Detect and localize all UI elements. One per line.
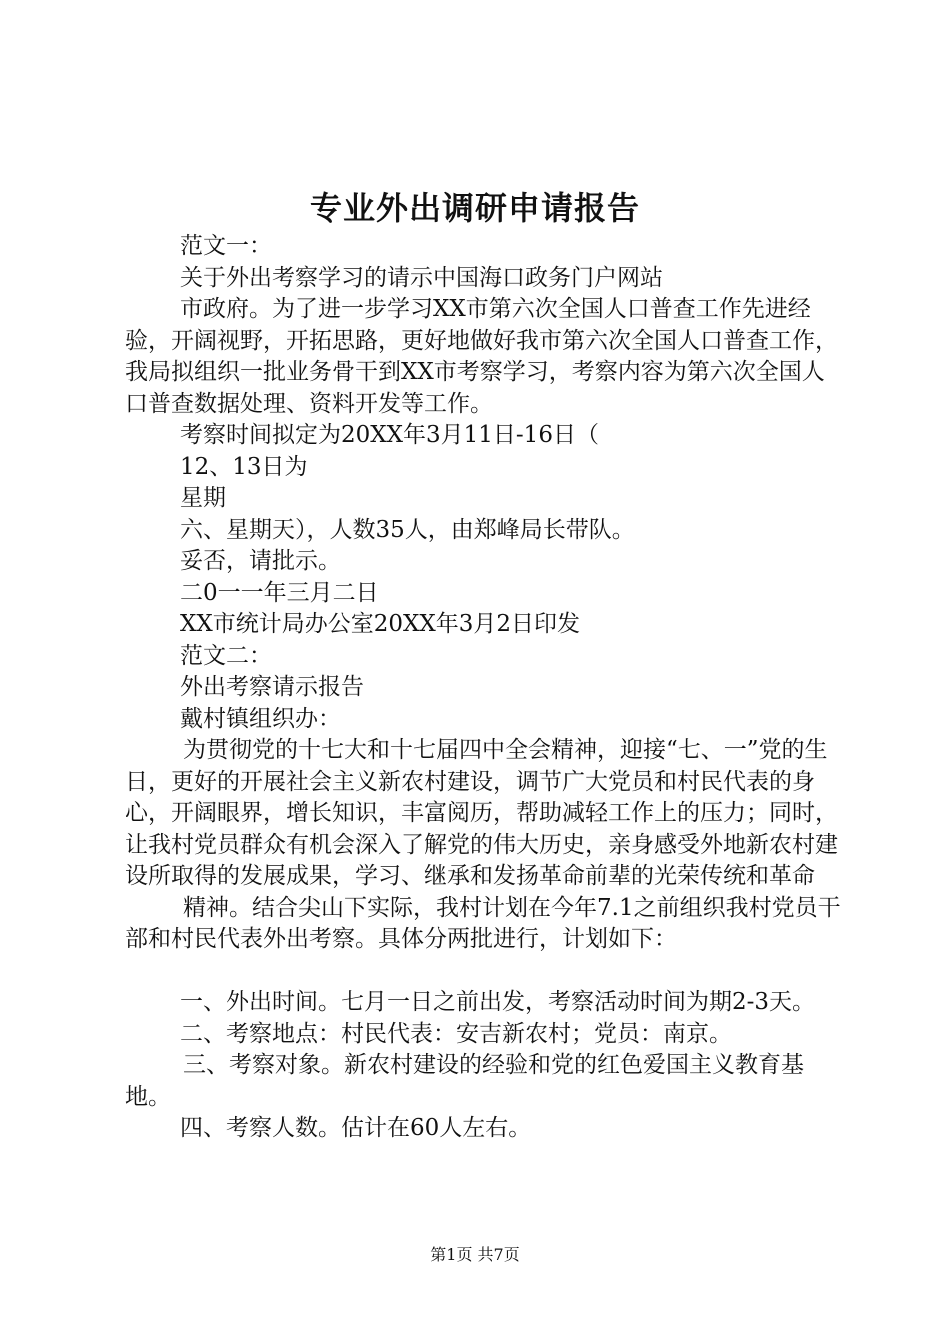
paragraph: 范文一： [180, 233, 272, 259]
paragraph: 妥否，请批示。 [180, 548, 341, 574]
paragraph: 精神。结合尖山下实际，我村计划在今年7.1之前组织我村党员干部和村民代表外出考察。具体分两批进行，计划如下： [125, 894, 841, 952]
paragraph: 六、星期天），人数35人，由郑峰局长带队。 [180, 516, 635, 543]
paragraph: 关于外出考察学习的请示中国海口政务门户网站 [180, 264, 663, 291]
paragraph: 一、外出时间。七月一日之前出发，考察活动时间为期2-3天。 [180, 989, 816, 1015]
paragraph: 范文二： [180, 642, 272, 669]
paragraph: 二、考察地点：村民代表：安吉新农村；党员：南京。 [180, 1020, 732, 1047]
paragraph: 星期 [180, 485, 226, 511]
paragraph: 12、13日为 [180, 453, 308, 480]
document-body [125, 231, 845, 1145]
blank-line [125, 956, 845, 988]
document-title: 专业外出调研申请报告 [309, 189, 640, 227]
paragraph: 考察时间拟定为20XX年3月11日-16日（ [180, 422, 599, 448]
page-number: 第1页 共7页 [430, 1245, 520, 1264]
paragraph: 外出考察请示报告 [180, 674, 364, 700]
paragraph: 为贯彻党的十七大和十七届四中全会精神，迎接“七、一”党的生日，更好的开展社会主义新农村建设，调节广大党员和村民代表的身心，开阔眼界，增长知识，丰富阅历，帮助减轻工作上的压力；同时，让我村党员群众有机会深入了解党的伟大历史，亲身感受外地新农村建设所取得的发展成果，学习、继承和发扬革命前辈的光荣传统和革命 [125, 737, 838, 889]
paragraph: 三、考察对象。新农村建设的经验和党的红色爱国主义教育基地。 [125, 1052, 804, 1110]
paragraph: XX市统计局办公室20XX年3月2日印发 [180, 611, 581, 637]
paragraph: 二0一一年三月二日 [180, 579, 379, 606]
paragraph: 戴村镇组织办： [180, 705, 341, 732]
paragraph: 市政府。为了进一步学习XX市第六次全国人口普查工作先进经验，开阔视野，开拓思路，更好地做好我市第六次全国人口普查工作，我局拟组织一批业务骨干到XX市考察学习，考察内容为第六次全国人口普查数据处理、资料开发等工作。 [125, 296, 838, 417]
paragraph: 四、考察人数。估计在60人左右。 [180, 1115, 532, 1141]
